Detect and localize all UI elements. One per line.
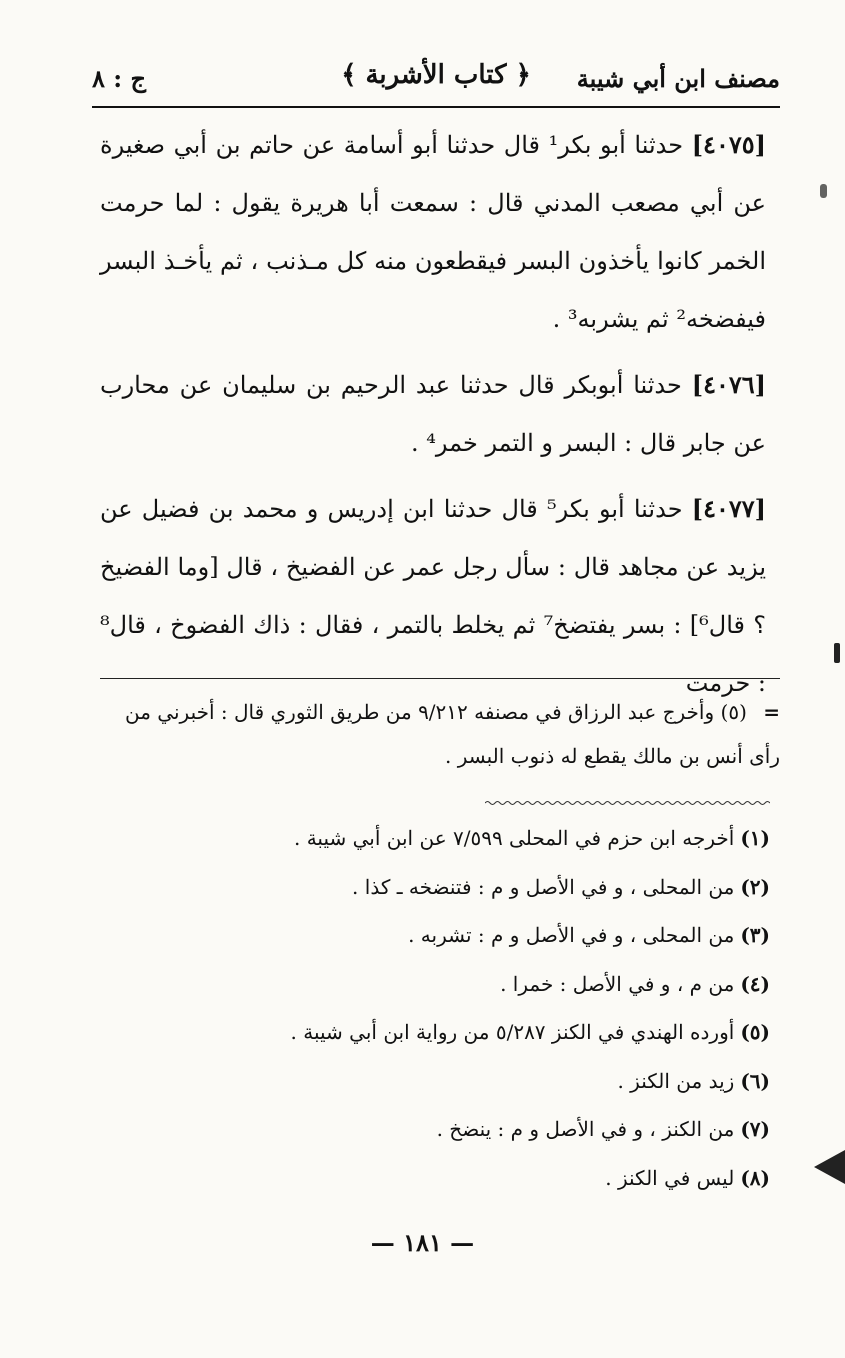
- hadith-text: حدثنا أبوبكر قال حدثنا عبد الرحيم بن سليمان عن محارب عن جابر قال : البسر و التمر خمر⁴ .: [100, 371, 766, 457]
- header-rule: [92, 106, 780, 108]
- footnote-item: [200, 1154, 770, 1203]
- footnote-number: (٧): [740, 1117, 770, 1141]
- footnote-number: (٢): [740, 874, 770, 899]
- hadith-4076: [100, 356, 766, 472]
- continued-footnote-text: (٥) وأخرج عبد الرزاق في مصنفه ٩/٢١٢ من طريق الثوري قال : أخبرني من رأى أنس بن مالك يقطع له ذنوب البسر .: [125, 700, 780, 768]
- page-header: [92, 50, 780, 106]
- footnote-number: (٤): [740, 971, 770, 996]
- footnote-text: أخرجه ابن حزم في المحلى ٧/٥٩٩ عن ابن أبي شيبة .: [293, 826, 735, 850]
- footnote-separator: [100, 678, 780, 679]
- footnote-item: [200, 1105, 770, 1154]
- main-text: [100, 116, 766, 720]
- footnote-text: ليس في الكنز .: [605, 1165, 735, 1190]
- footnote-item: [200, 863, 770, 912]
- footnote-text: أورده الهندي في الكنز ٥/٢٨٧ من رواية ابن أبي شيبة .: [290, 1020, 735, 1044]
- footnote-text: زيد من الكنز .: [617, 1068, 735, 1093]
- hadith-number: [٤٠٧٦]: [691, 370, 766, 399]
- footnote-text: من م ، و في الأصل : خمرا .: [500, 971, 735, 996]
- scan-edge-mark: [814, 1150, 845, 1184]
- wavy-divider: [485, 800, 770, 806]
- footnote-number: (٣): [740, 923, 770, 947]
- hadith-number: [٤٠٧٥]: [691, 130, 766, 159]
- footnote-number: (١): [740, 826, 770, 850]
- footnote-item: [200, 814, 770, 863]
- page-number: — ١٨١ —: [370, 1228, 475, 1257]
- footnote-number: (٨): [740, 1165, 770, 1190]
- footnote-text: من المحلى ، و في الأصل و م : فتنضخه ـ كذا .: [352, 874, 735, 899]
- footnote-number: (٥): [740, 1020, 770, 1044]
- hadith-number: [٤٠٧٧]: [691, 494, 767, 523]
- volume-number: ج : ٨: [92, 64, 146, 93]
- scan-speck: [820, 184, 827, 198]
- scan-speck: [834, 643, 840, 663]
- footnote-item: [200, 911, 770, 960]
- continued-footnote: [100, 690, 780, 778]
- hadith-text: حدثنا أبو بكر¹ قال حدثنا أبو أسامة عن حاتم بن أبي صغيرة عن أبي مصعب المدني قال : سمعت أبا هريرة يقول : لما حرمت الخمر كانوا يأخذون البسر فيقطعون منه كل مـذنب ، ثم يأخـذ البسر فيفضخه² ثم يشربه³ .: [100, 131, 766, 333]
- book-title: مصنف ابن أبي شيبة: [576, 64, 780, 93]
- chapter-title: ﴿ كتاب الأشربة ﴾: [341, 60, 531, 90]
- footnote-text: من الكنز ، و في الأصل و م : ينضخ .: [436, 1117, 735, 1141]
- hadith-4075: [100, 116, 766, 348]
- footnote-number: (٦): [740, 1068, 770, 1093]
- footnote-item: [200, 1057, 770, 1106]
- footnote-text: من المحلى ، و في الأصل و م : تشربه .: [408, 923, 735, 947]
- continuation-marker: =: [763, 700, 780, 724]
- footnote-item: [200, 1008, 770, 1057]
- footnote-item: [200, 960, 770, 1009]
- footnote-list: [200, 814, 770, 1202]
- hadith-text: حدثنا أبو بكر⁵ قال حدثنا ابن إدريس و محمد بن فضيل عن يزيد عن مجاهد قال : سأل رجل عمر عن الفضيخ ، قال [وما الفضيخ ؟ قال⁶] : بسر يفتضخ⁷ ثم يخلط بالتمر ، فقال : ذاك الفضوخ ، قال⁸ : حرمت: [100, 495, 766, 697]
